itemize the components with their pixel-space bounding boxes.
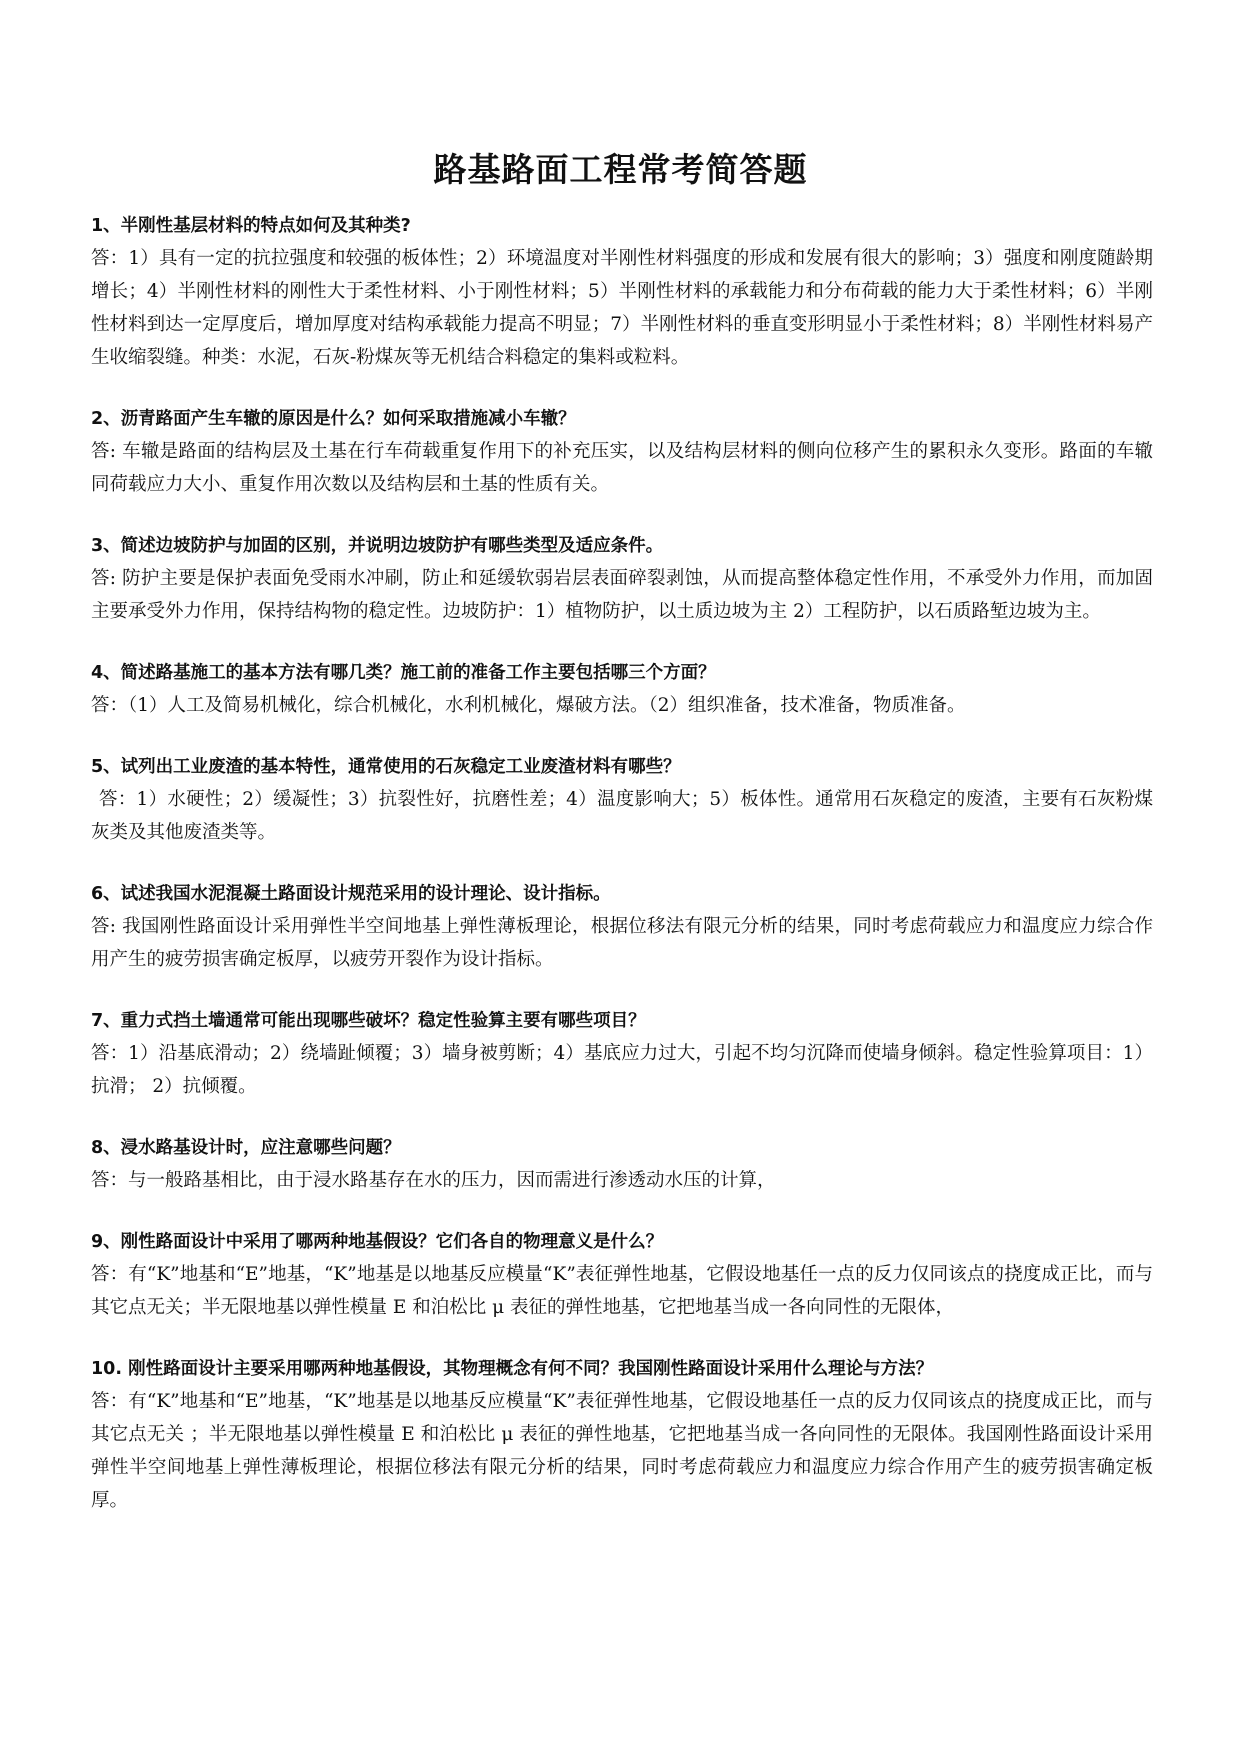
question-9: 9、刚性路面设计中采用了哪两种地基假设？它们各自的物理意义是什么？ bbox=[91, 1232, 664, 1252]
question-8: 8、浸水路基设计时，应注意哪些问题？ bbox=[91, 1138, 401, 1158]
answer-3: 答: 防护主要是保护表面免受雨水冲刷，防止和延缓软弱岩层表面碎裂剥蚀，从而提高整体稳定性作用，不承受外力作用，而加固主要承受外力作用，保持结构物的稳定性。边坡防护：1）植物防护，以土质边坡为主 2）工程防护，以石质路堑边坡为主。 bbox=[91, 568, 1153, 622]
question-10: 10. 刚性路面设计主要采用哪两种地基假设，其物理概念有何不同？我国刚性路面设计采用什么理论与方法？ bbox=[91, 1359, 934, 1379]
answer-1: 答：1）具有一定的抗拉强度和较强的板体性；2）环境温度对半刚性材料强度的形成和发展有很大的影响；3）强度和刚度随龄期增长；4）半刚性材料的刚性大于柔性材料、小于刚性材料；5）半刚性材料的承载能力和分布荷载的能力大于柔性材料；6）半刚性材料到达一定厚度后，增加厚度对结构承载能力提高不明显；7）半刚性材料的垂直变形明显小于柔性材料；8）半刚性材料易产生收缩裂缝。种类：水泥，石灰-粉煤灰等无机结合料稳定的集料或粒料。 bbox=[91, 248, 1153, 368]
answer-9: 答：有“K”地基和“E”地基，“K”地基是以地基反应模量“K”表征弹性地基，它假设地基任一点的反力仅同该点的挠度成正比，而与其它点无关；半无限地基以弹性模量 E 和泊松比 μ 表征的弹性地基，它把地基当成一各向同性的无限体， bbox=[91, 1264, 1153, 1318]
question-6: 6、试述我国水泥混凝土路面设计规范采用的设计理论、设计指标。 bbox=[91, 884, 611, 904]
answer-10: 答：有“K”地基和“E”地基，“K”地基是以地基反应模量“K”表征弹性地基，它假设地基任一点的反力仅同该点的挠度成正比，而与其它点无关 ；半无限地基以弹性模量 E 和泊松比 μ 表征的弹性地基，它把地基当成一各向同性的无限体。我国刚性路面设计采用弹性半空间地基上弹性薄板理论，根据位移法有限元分析的结果，同时考虑荷载应力和温度应力综合作用产生的疲劳损害确定板厚。 bbox=[91, 1391, 1153, 1511]
qa-item-3 bbox=[91, 530, 1153, 628]
answer-4: 答：（1）人工及简易机械化，综合机械化，水利机械化，爆破方法。（2）组织准备，技术准备，物质准备。 bbox=[91, 695, 966, 716]
qa-item-9 bbox=[91, 1226, 1153, 1324]
question-7: 7、重力式挡土墙通常可能出现哪些破坏？稳定性验算主要有哪些项目？ bbox=[91, 1011, 646, 1031]
question-4: 4、简述路基施工的基本方法有哪几类？施工前的准备工作主要包括哪三个方面？ bbox=[91, 663, 716, 683]
qa-item-6 bbox=[91, 878, 1153, 976]
qa-list bbox=[91, 210, 1153, 1546]
qa-item-5 bbox=[91, 751, 1153, 849]
answer-8: 答：与一般路基相比，由于浸水路基存在水的压力，因而需进行渗透动水压的计算， bbox=[91, 1170, 776, 1191]
document-title: 路基路面工程常考简答题 bbox=[433, 150, 808, 189]
answer-6: 答: 我国刚性路面设计采用弹性半空间地基上弹性薄板理论，根据位移法有限元分析的结果，同时考虑荷载应力和温度应力综合作用产生的疲劳损害确定板厚，以疲劳开裂作为设计指标。 bbox=[91, 916, 1153, 970]
qa-item-1 bbox=[91, 210, 1153, 374]
qa-item-10 bbox=[91, 1353, 1153, 1517]
answer-2: 答: 车辙是路面的结构层及土基在行车荷载重复作用下的补充压实，以及结构层材料的侧向位移产生的累积永久变形。路面的车辙同荷载应力大小、重复作用次数以及结构层和土基的性质有关。 bbox=[91, 441, 1153, 495]
answer-7: 答：1）沿基底滑动；2）绕墙趾倾覆；3）墙身被剪断；4）基底应力过大，引起不均匀沉降而使墙身倾斜。稳定性验算项目：1）抗滑； 2）抗倾覆。 bbox=[91, 1043, 1153, 1097]
qa-item-7 bbox=[91, 1005, 1153, 1103]
question-5: 5、试列出工业废渣的基本特性，通常使用的石灰稳定工业废渣材料有哪些？ bbox=[91, 757, 681, 777]
qa-item-2 bbox=[91, 403, 1153, 501]
question-3: 3、简述边坡防护与加固的区别，并说明边坡防护有哪些类型及适应条件。 bbox=[91, 536, 664, 556]
answer-5: 答：1）水硬性；2）缓凝性；3）抗裂性好，抗磨性差；4）温度影响大；5）板体性。通常用石灰稳定的废渣，主要有石灰粉煤灰类及其他废渣类等。 bbox=[91, 789, 1153, 843]
qa-item-4 bbox=[91, 657, 1153, 722]
qa-item-8 bbox=[91, 1132, 1153, 1197]
question-2: 2、沥青路面产生车辙的原因是什么？如何采取措施减小车辙？ bbox=[91, 409, 576, 429]
question-1: 1、半刚性基层材料的特点如何及其种类? bbox=[91, 216, 411, 236]
